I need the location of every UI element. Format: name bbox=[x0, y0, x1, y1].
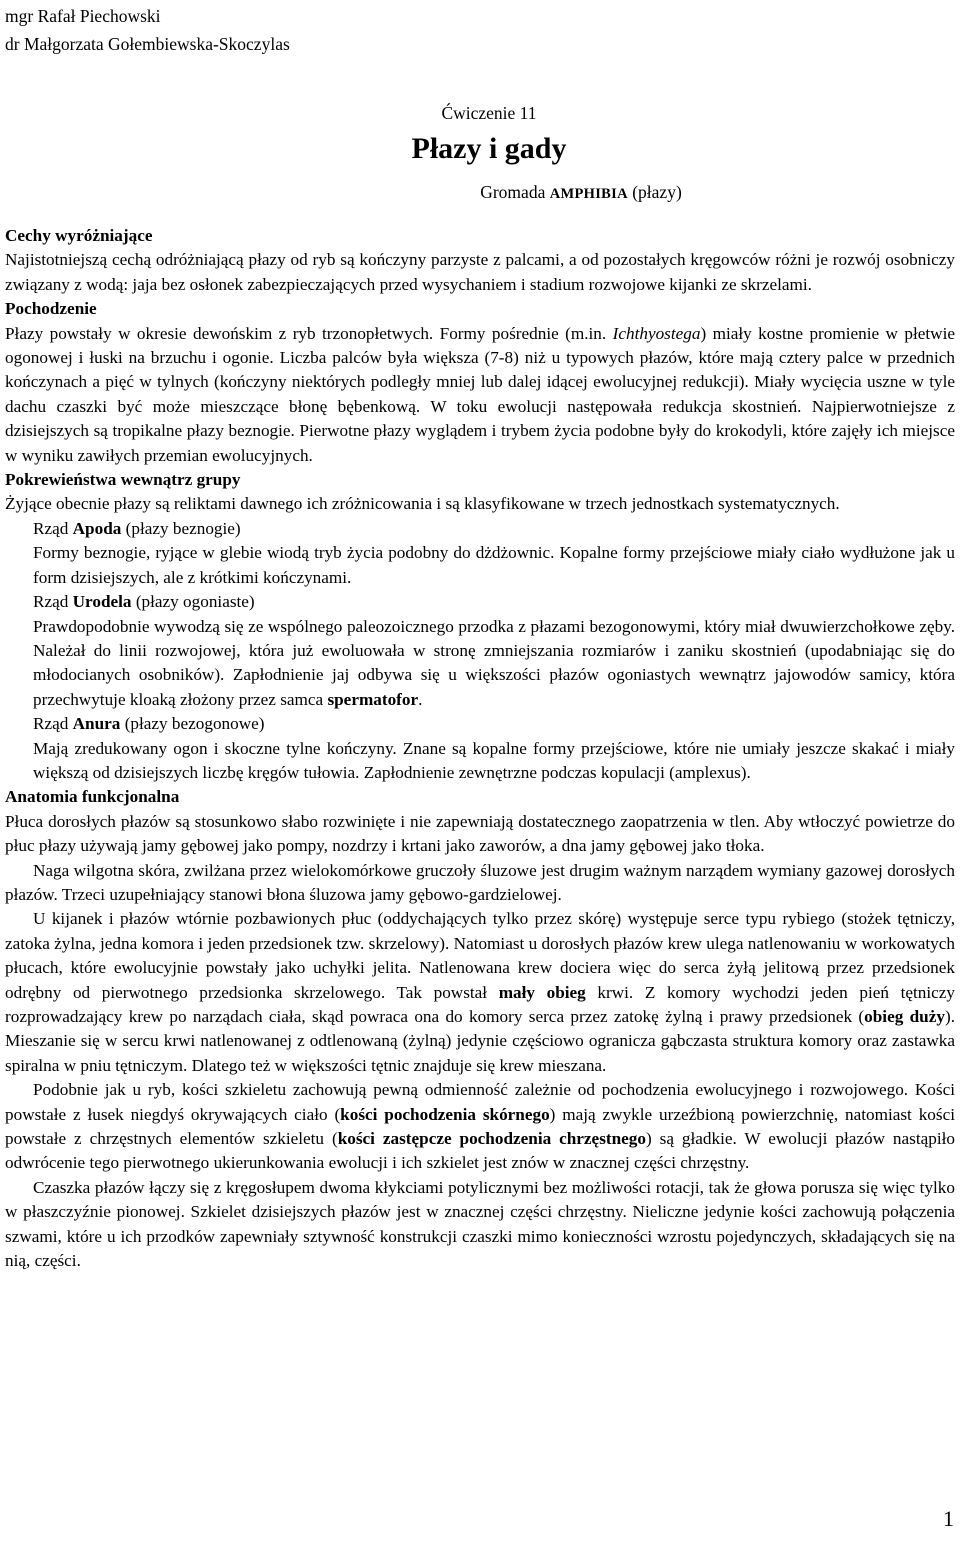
order-name: Anura bbox=[72, 714, 121, 734]
paragraph-anatomia-2: Naga wilgotna skóra, zwilżana przez wielokomórkowe gruczoły śluzowe jest drugim ważnym narządem wymiany gazowej dorosłych płazów. Trzeci uzupełniający stanowi błona śluzowa jamy gębowo-gardzielowej. bbox=[5, 860, 955, 904]
class-heading bbox=[5, 180, 955, 206]
order-suffix: (płazy bezogonowe) bbox=[120, 714, 265, 734]
paragraph-pochodzenie bbox=[5, 322, 955, 468]
text-run: krwi. Z komory wychodzi jeden pień tętniczy rozprowadzający krew po narządach ciała, skąd powraca ona do komory serca przez zatokę żylną i prawy przedsionek ( bbox=[5, 982, 955, 1026]
bold-term: kości pochodzenia skórnego bbox=[340, 1104, 550, 1124]
section-heading-pokrewienstwa: Pokrewieństwa wewnątrz grupy bbox=[5, 470, 241, 490]
paragraph-cechy: Najistotniejszą cechą odróżniającą płazy od ryb są kończyny parzyste z palcami, a od pozostałych kręgowców różni je rozwój osobniczy związany z wodą: jaja bez osłonek zabezpieczających przed wysychaniem i stadium rozwojowe kijanki ze skrzelami. bbox=[5, 250, 955, 294]
text-run: ) mają zwykle urzeźbioną powierzchnię, natomiast kości powstałe z chrzęstnych elementów szkieletu ( bbox=[5, 1104, 955, 1149]
section-cechy bbox=[5, 224, 955, 297]
order-text: Formy beznogie, ryjące w glebie wiodą tryb życia podobny do dżdżownic. Kopalne formy przejściowe miały ciało wydłużone jak u form dzisiejszych, ale z krótkimi kończynami. bbox=[33, 543, 955, 587]
bold-term: mały obieg bbox=[498, 982, 586, 1002]
order-apoda bbox=[5, 517, 955, 590]
author-1: mgr Rafał Piechowski bbox=[5, 6, 161, 26]
exercise-number: Ćwiczenie 11 bbox=[441, 103, 537, 123]
authors bbox=[5, 0, 955, 58]
class-suffix: (płazy) bbox=[627, 182, 682, 202]
bold-term: kości zastępcze pochodzenia chrzęstnego bbox=[337, 1129, 646, 1149]
order-heading bbox=[33, 712, 955, 736]
order-heading bbox=[33, 517, 955, 541]
text-run: U kijanek i płazów wtórnie pozbawionych płuc (oddychających tylko przez skórę) występuje serce typu rybiego (stożek tętniczy, zatoka żylna, jedna komora i jeden przedsionek tzw. skrzelowy). Natomiast u dorosłych płazów krew ulega natlenowaniu w workowatych płucach, które ewolucyjnie powstały jako uchyłki jelita. Natlenowana krew dociera więc do serca żyłą jelitową przez przedsionek odrębny od pierwotnego przedsionka skrzelowego. Tak powstał bbox=[5, 909, 955, 1002]
section-heading-cechy: Cechy wyróżniające bbox=[5, 226, 153, 245]
order-heading bbox=[33, 590, 955, 614]
order-prefix: Rząd bbox=[33, 714, 73, 734]
order-name: Apoda bbox=[72, 518, 122, 538]
class-name: AMPHIBIA bbox=[549, 186, 628, 202]
section-anatomia bbox=[5, 785, 955, 1273]
text-run: Podobnie jak u ryb, kości szkieletu zachowują pewną odmienność zależnie od pochodzenia ewolucyjnego i rozwojowego. Kości powstałe z łusek niegdyś okrywających ciało ( bbox=[5, 1080, 955, 1124]
page-number: 1 bbox=[943, 1505, 954, 1531]
section-pokrewienstwa bbox=[5, 468, 955, 785]
order-text bbox=[33, 615, 955, 713]
section-heading-pochodzenie: Pochodzenie bbox=[5, 299, 97, 319]
text-run: Płazy powstały w okresie dewońskim z ryb trzonopłetwych. Formy pośrednie (m.in. bbox=[5, 323, 613, 343]
text-run: . bbox=[418, 689, 423, 709]
italic-term: Ichthyostega bbox=[612, 323, 701, 343]
section-heading-anatomia: Anatomia funkcjonalna bbox=[5, 787, 180, 807]
paragraph-anatomia-1: Płuca dorosłych płazów są stosunkowo słabo rozwinięte i nie zapewniają dostatecznego zaopatrzenia w tlen. Aby wtłoczyć powietrze do płuc płazy używają jamy gębowej jako pompy, nozdrzy i krtani jako zaworów, a dna jamy gębowej jako tłoka. bbox=[5, 811, 955, 856]
author-2: dr Małgorzata Gołembiewska-Skoczylas bbox=[5, 34, 290, 54]
paragraph-pokrewienstwa: Żyjące obecnie płazy są reliktami dawnego ich zróżnicowania i są klasyfikowane w trzech jednostkach systematycznych. bbox=[5, 494, 840, 514]
class-prefix: Gromada bbox=[480, 182, 550, 202]
order-suffix: (płazy beznogie) bbox=[121, 518, 241, 538]
paragraph-anatomia-3 bbox=[5, 907, 955, 1078]
text-run: ) miały kostne promienie w płetwie ogonowej i łuski na brzuchu i ogonie. Liczba palców była większa (7-8) niż u typowych płazów, które mają cztery palce w przednich kończynach a pięć w tylnych (kończyny niektórych podległy mniej lub dalej idącej ewolucyjnej redukcji). Miały wycięcia uszne w tyle dachu czaszki być może mieszczące błonę bębenkową. W toku ewolucji następowała redukcja skostnień. Najpierwotniejsze z dzisiejszych są tropikalne płazy beznogie. Pierwotne płazy wyglądem i trybem życia podobne były do krokodyli, które zajęły ich miejsce w wyniku zawiłych przemian ewolucyjnych. bbox=[5, 323, 955, 465]
order-urodela bbox=[5, 590, 955, 712]
bold-term: obieg duży bbox=[864, 1007, 945, 1026]
document-page bbox=[5, 0, 955, 1273]
paragraph-anatomia-4 bbox=[5, 1078, 955, 1176]
order-anura bbox=[5, 712, 955, 785]
section-pochodzenie bbox=[5, 297, 955, 468]
text-run: ). Mieszanie się w sercu krwi natlenowanej z odtlenowaną (żylną) jedynie częściowo ogranicza gąbczasta struktura komory oraz zastawka spiralna w pniu tętniczym. Dlatego też w większości tętnic znajduje się krew mieszana. bbox=[5, 1007, 955, 1075]
order-text: Mają zredukowany ogon i skoczne tylne kończyny. Znane są kopalne formy przejściowe, które nie umiały jeszcze skakać i miały większą od dzisiejszych liczbę kręgów tułowia. Zapłodnienie zewnętrzne podczas kopulacji (amplexus). bbox=[33, 738, 955, 782]
order-name: Urodela bbox=[72, 592, 132, 612]
order-suffix: (płazy ogoniaste) bbox=[131, 592, 255, 612]
page-title: Płazy i gady bbox=[411, 132, 567, 165]
bold-term: spermatofor bbox=[327, 689, 419, 709]
order-prefix: Rząd bbox=[33, 592, 73, 612]
text-run: ) są gładkie. W ewolucji płazów nastąpiło odwrócenie tego pierwotnego ukierunkowania ewolucji i ich szkielet jest znów w znacznej części chrzęstny. bbox=[5, 1129, 955, 1173]
paragraph-anatomia-5: Czaszka płazów łączy się z kręgosłupem dwoma kłykciami potylicznymi bez możliwości rotacji, tak że głowa porusza się więc tylko w płaszczyźnie pionowej. Szkielet dzisiejszych płazów jest w znacznej części chrzęstny. Nieliczne jedynie kości zachowują połączenia szwami, które u ich przodków zapewniały sztywność konstrukcji czaszki mimo konieczności wzrostu pojedynczych, składających się na nią, części. bbox=[5, 1177, 955, 1271]
order-prefix: Rząd bbox=[33, 518, 73, 538]
text-run: Prawdopodobnie wywodzą się ze wspólnego paleozoicznego przodka z płazami bezogonowymi, który miał dwuwierzchołkowe zęby. Należał do linii rozwojowej, która już ewoluowała w stronę zmniejszania rozmiarów i zaniku skostnień (upodabniając się do młodocianych osobników). Zapłodnienie jaj odbywa się u większości płazów ogoniastych wewnątrz jajowodów samicy, która przechwytuje kloaką złożony przez samca bbox=[33, 616, 955, 709]
